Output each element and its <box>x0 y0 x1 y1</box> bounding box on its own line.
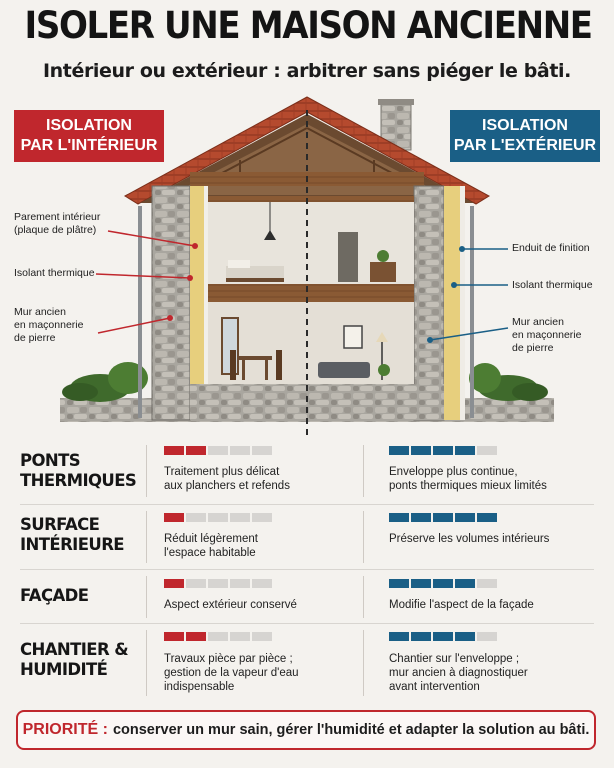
column-divider <box>363 630 364 696</box>
row-label-facade <box>20 586 88 606</box>
callout-text: Mur ancien <box>512 316 564 328</box>
score-segment-empty <box>230 632 250 641</box>
callout-text: Isolant thermique <box>14 267 95 279</box>
score-segment-empty <box>477 446 497 455</box>
description-exterior <box>389 532 549 546</box>
score-segment-empty <box>252 446 272 455</box>
score-bar-interior <box>164 579 272 588</box>
badge-interior-line2: PAR L'INTÉRIEUR <box>20 137 158 154</box>
column-divider <box>146 576 147 618</box>
score-segment-filled <box>164 579 184 588</box>
description-exterior <box>389 465 547 493</box>
score-segment-empty <box>230 579 250 588</box>
description-interior <box>164 598 297 612</box>
description-interior <box>164 532 258 560</box>
score-segment-empty <box>252 632 272 641</box>
score-segment-filled <box>455 579 475 588</box>
priority-banner <box>16 710 596 750</box>
score-segment-empty <box>208 579 228 588</box>
score-segment-filled <box>455 632 475 641</box>
description-text: Modifie l'aspect de la façade <box>389 599 534 611</box>
description-text: Préserve les volumes intérieurs <box>389 533 550 545</box>
score-segment-empty <box>208 513 228 522</box>
callout-exterior-stone-wall <box>512 316 581 355</box>
description-text: ponts thermiques mieux limités <box>389 480 547 492</box>
score-segment-filled <box>477 513 497 522</box>
house-cross-section-illustration <box>0 90 614 435</box>
score-bar-exterior <box>389 579 497 588</box>
description-exterior <box>389 598 534 612</box>
column-divider <box>363 576 364 618</box>
callout-text: Enduit de finition <box>512 242 590 254</box>
badge-exterior-line1: ISOLATION <box>482 117 568 134</box>
column-divider <box>363 445 364 497</box>
score-segment-empty <box>252 513 272 522</box>
score-segment-filled <box>411 579 431 588</box>
score-segment-empty <box>208 446 228 455</box>
description-interior <box>164 652 299 694</box>
description-text: aux planchers et refends <box>164 480 290 492</box>
description-text: indispensable <box>164 681 235 693</box>
row-label-text: FAÇADE <box>20 586 89 605</box>
description-text: Enveloppe plus continue, <box>389 466 518 478</box>
badge-interior-line1: ISOLATION <box>46 117 132 134</box>
score-segment-empty <box>477 579 497 588</box>
score-segment-filled <box>186 446 206 455</box>
score-segment-filled <box>433 632 453 641</box>
score-segment-filled <box>455 446 475 455</box>
description-text: Travaux pièce par pièce ; <box>164 653 293 665</box>
score-segment-filled <box>389 513 409 522</box>
callout-text: en maçonnerie <box>512 329 582 341</box>
callout-interior-stone-wall <box>14 306 83 345</box>
score-segment-filled <box>389 446 409 455</box>
score-segment-filled <box>433 579 453 588</box>
score-bar-exterior <box>389 632 497 641</box>
row-label-text: HUMIDITÉ <box>20 660 108 679</box>
score-bar-interior <box>164 513 272 522</box>
callout-interior-insulation <box>14 267 95 280</box>
row-label-site-humidity <box>20 640 128 680</box>
score-segment-filled <box>411 632 431 641</box>
description-text: Réduit légèrement <box>164 533 258 545</box>
callout-text: Isolant thermique <box>512 279 593 291</box>
row-label-text: INTÉRIEURE <box>20 535 124 554</box>
row-divider <box>20 569 594 570</box>
score-segment-empty <box>208 632 228 641</box>
callout-text: Mur ancien <box>14 306 66 318</box>
description-text: avant intervention <box>389 681 480 693</box>
page-title: ISOLER UNE MAISON ANCIENNE <box>24 4 592 47</box>
score-segment-filled <box>389 632 409 641</box>
page-subtitle: Intérieur ou extérieur : arbitrer sans piéger le bâti. <box>43 60 571 82</box>
row-label-interior-surface <box>20 515 124 555</box>
score-segment-filled <box>164 632 184 641</box>
callout-text: Parement intérieur <box>14 211 101 223</box>
score-segment-filled <box>164 446 184 455</box>
column-divider <box>146 630 147 696</box>
score-segment-empty <box>230 513 250 522</box>
description-text: mur ancien à diagnostiquer <box>389 667 528 679</box>
column-divider <box>146 445 147 497</box>
description-text: gestion de la vapeur d'eau <box>164 667 299 679</box>
callout-exterior-render <box>512 242 590 255</box>
score-bar-interior <box>164 632 272 641</box>
callout-exterior-insulation <box>512 279 593 292</box>
score-segment-filled <box>455 513 475 522</box>
score-segment-filled <box>389 579 409 588</box>
score-segment-filled <box>164 513 184 522</box>
priority-label: PRIORITÉ : <box>22 721 108 738</box>
score-segment-filled <box>411 446 431 455</box>
score-segment-filled <box>411 513 431 522</box>
bush-right-icon <box>469 363 548 401</box>
description-text: Chantier sur l'enveloppe ; <box>389 653 520 665</box>
score-segment-empty <box>186 513 206 522</box>
score-segment-empty <box>186 579 206 588</box>
score-segment-filled <box>433 513 453 522</box>
callout-text: (plaque de plâtre) <box>14 224 97 236</box>
score-segment-empty <box>477 632 497 641</box>
bush-left-icon <box>62 362 148 402</box>
callout-text: de pierre <box>512 342 554 354</box>
score-segment-filled <box>433 446 453 455</box>
callout-text: de pierre <box>14 332 56 344</box>
score-segment-empty <box>252 579 272 588</box>
priority-text: conserver un mur sain, gérer l'humidité et adapter la solution au bâti. <box>112 722 590 738</box>
score-segment-empty <box>230 446 250 455</box>
score-bar-exterior <box>389 446 497 455</box>
row-label-text: PONTS <box>20 451 81 470</box>
description-text: l'espace habitable <box>164 547 256 559</box>
description-exterior <box>389 652 528 694</box>
row-label-thermal-bridges <box>20 451 136 491</box>
callout-text: en maçonnerie <box>14 319 84 331</box>
row-label-text: THERMIQUES <box>20 471 137 490</box>
row-label-text: SURFACE <box>20 515 100 534</box>
row-divider <box>20 623 594 624</box>
description-interior <box>164 465 290 493</box>
score-bar-exterior <box>389 513 497 522</box>
row-label-text: CHANTIER & <box>20 640 129 659</box>
description-text: Aspect extérieur conservé <box>164 599 297 611</box>
column-divider <box>363 511 364 563</box>
column-divider <box>146 511 147 563</box>
score-bar-interior <box>164 446 272 455</box>
row-divider <box>20 504 594 505</box>
description-text: Traitement plus délicat <box>164 466 280 478</box>
callout-interior-plaster <box>14 211 100 237</box>
badge-exterior-line2: PAR L'EXTÉRIEUR <box>453 137 597 154</box>
score-segment-filled <box>186 632 206 641</box>
